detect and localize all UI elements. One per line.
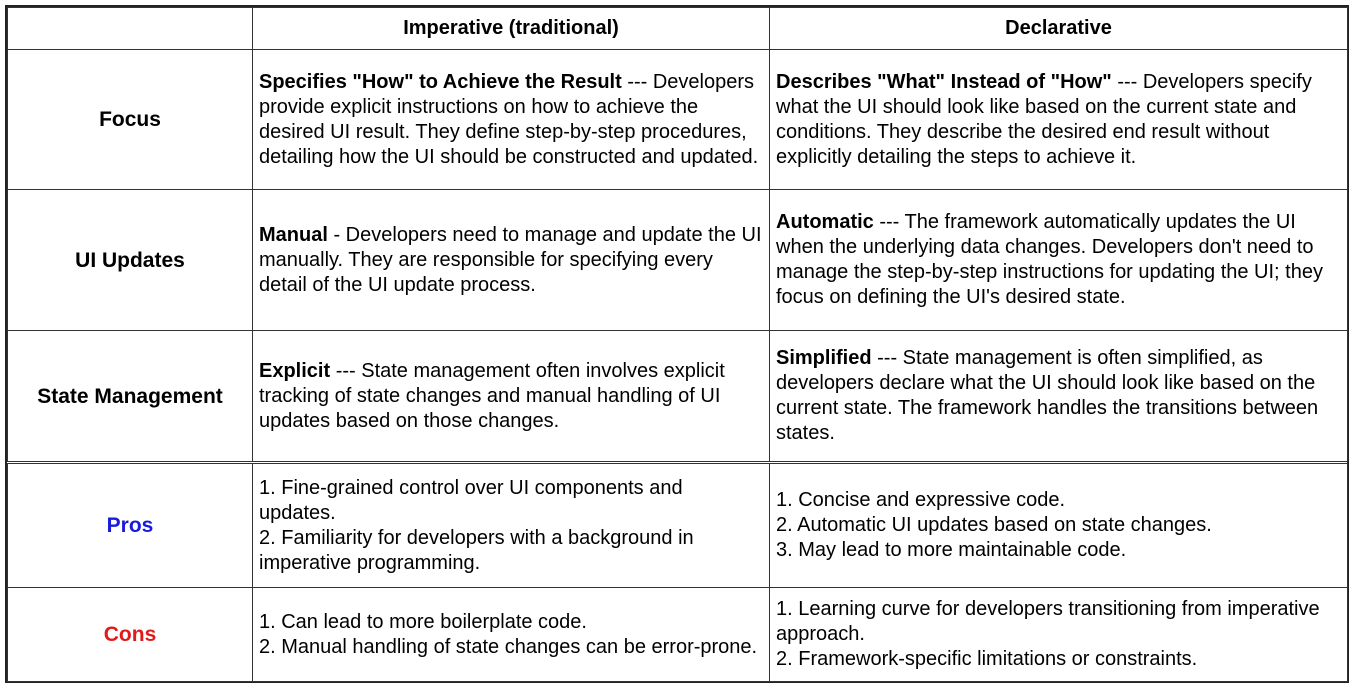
- cell-lead: Specifies "How" to Achieve the Result: [259, 70, 622, 93]
- cell-text: --- Developers provide explicit instructions on how to achieve the desired UI result. They define step-by-step procedures, detailing how the UI should be constructed and updated.: [259, 70, 759, 168]
- header-corner: [8, 8, 253, 50]
- cell-declarative-state-management: [770, 331, 1348, 463]
- cell-text: --- State management often involves explicit tracking of state changes and manual handling of UI updates based on those changes.: [259, 359, 725, 432]
- cell-imperative-focus: [253, 50, 770, 190]
- header-declarative: Declarative: [770, 8, 1348, 50]
- list-item: 1. Can lead to more boilerplate code.: [259, 610, 587, 633]
- list-item: 3. May lead to more maintainable code.: [776, 539, 1127, 561]
- cell-lead: Describes "What" Instead of "How": [776, 70, 1112, 93]
- table-row: [8, 331, 1348, 463]
- list-item: 2. Manual handling of state changes can be error-prone.: [259, 635, 758, 658]
- list-item: 2. Framework-specific limitations or constraints.: [776, 648, 1198, 670]
- cell-lead: Explicit: [259, 359, 331, 382]
- cell-text: --- State management is often simplified, as developers declare what the UI should look like based on the current state. The framework handles the transitions between states.: [776, 347, 1319, 444]
- cell-imperative-ui-updates: [253, 190, 770, 331]
- cell-declarative-pros: [770, 463, 1348, 588]
- table-row: [8, 588, 1348, 682]
- list-item: 1. Learning curve for developers transitioning from imperative approach.: [776, 598, 1320, 645]
- cell-imperative-state-management: [253, 331, 770, 463]
- cell-lead: Simplified: [776, 347, 872, 369]
- row-label-pros: Pros: [8, 463, 253, 588]
- cell-declarative-focus: [770, 50, 1348, 190]
- cell-imperative-pros: [253, 463, 770, 588]
- list-item: 2. Automatic UI updates based on state changes.: [776, 514, 1212, 536]
- list-item: 1. Concise and expressive code.: [776, 489, 1066, 511]
- table-row: [8, 190, 1348, 331]
- row-label-cons: Cons: [8, 588, 253, 682]
- row-label-state-management: State Management: [8, 331, 253, 463]
- cell-lead: Manual: [259, 223, 328, 246]
- cell-text: --- Developers specify what the UI should look like based on the current state and conditions. They describe the desired end result without explicitly detailing the steps to achieve it.: [776, 70, 1312, 168]
- cell-lead: Automatic: [776, 211, 874, 233]
- row-label-focus: Focus: [8, 50, 253, 190]
- comparison-table: [7, 7, 1348, 682]
- cell-text: - Developers need to manage and update the UI manually. They are responsible for specifying every detail of the UI update process.: [259, 223, 762, 296]
- table-row: [8, 463, 1348, 588]
- list-item: 2. Familiarity for developers with a background in imperative programming.: [259, 526, 694, 574]
- header-row: [8, 8, 1348, 50]
- list-item: 1. Fine-grained control over UI components and updates.: [259, 476, 683, 524]
- row-label-ui-updates: UI Updates: [8, 190, 253, 331]
- header-imperative: Imperative (traditional): [253, 8, 770, 50]
- cell-text: --- The framework automatically updates the UI when the underlying data changes. Developers don't need to manage the step-by-step instructions for updating the UI; they focus on defining the UI's desired state.: [776, 211, 1323, 308]
- table-row: [8, 50, 1348, 190]
- cell-declarative-cons: [770, 588, 1348, 682]
- cell-imperative-cons: [253, 588, 770, 682]
- cell-declarative-ui-updates: [770, 190, 1348, 331]
